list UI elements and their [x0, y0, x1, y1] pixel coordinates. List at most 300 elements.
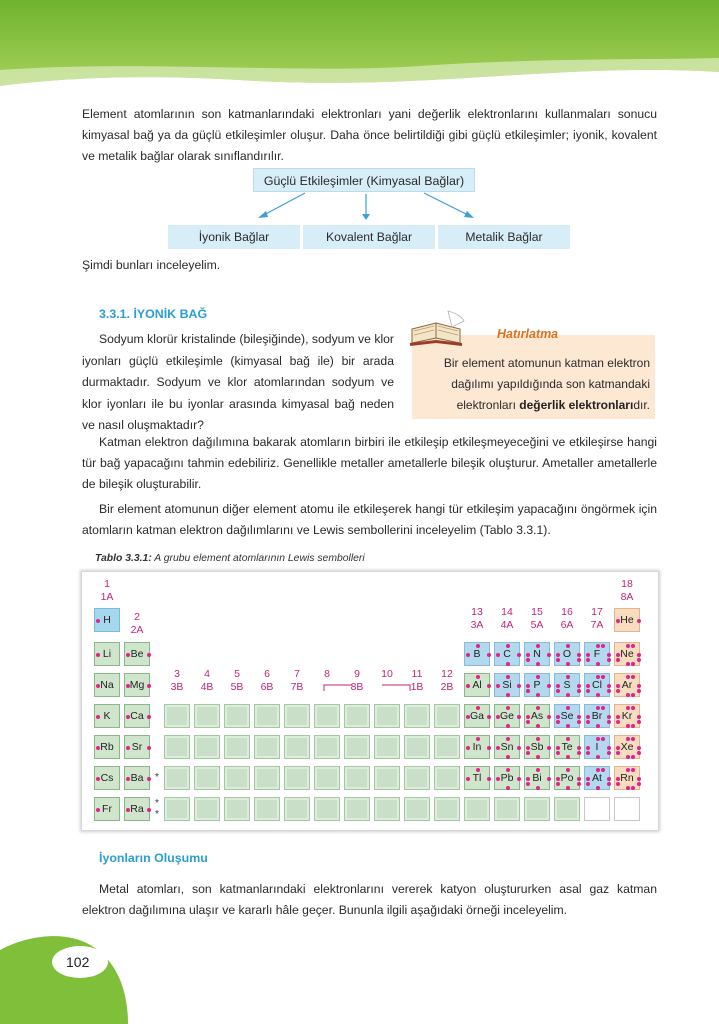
- valence-electron-dot: [631, 675, 635, 679]
- element-sr: [124, 735, 150, 759]
- valence-electron-dot: [556, 689, 560, 693]
- valence-electron-dot: [506, 786, 510, 790]
- valence-electron-dot: [547, 715, 551, 719]
- element-b: [464, 642, 490, 666]
- valence-electron-dot: [607, 658, 611, 662]
- valence-electron-dot: [596, 786, 600, 790]
- element-symbol: Mg: [129, 679, 145, 691]
- transition-metal-cell: [374, 766, 400, 790]
- valence-electron-dot: [487, 684, 491, 688]
- empty-cell: [614, 797, 640, 821]
- element-symbol: Tl: [472, 772, 482, 784]
- valence-electron-dot: [626, 662, 630, 666]
- group-number: 2: [134, 611, 140, 623]
- section-paragraph: Sodyum klorür kristalinde (bileşiğinde), sodyum ve klor iyonları güçlü etkileşimle (kimyasal bağ ile) bir arada durmaktadır. Sodyum ve klor atomlarından sodyum ve klor iyonları ile bu iyonlar arasında kimyasal bağ neden ve nasıl oluşmaktadır?: [82, 332, 394, 432]
- element-symbol: S: [563, 679, 571, 691]
- element-p: [524, 673, 550, 697]
- footer-decoration: [0, 930, 140, 1024]
- actinide-star: *: [155, 798, 159, 809]
- valence-electron-dot: [586, 751, 590, 755]
- valence-electron-dot: [631, 693, 635, 697]
- group-number: 17: [591, 606, 603, 618]
- element-symbol: In: [472, 741, 482, 753]
- element-ne: [614, 642, 640, 666]
- valence-electron-dot: [476, 768, 480, 772]
- element-symbol: Bi: [532, 772, 542, 784]
- transition-metal-cell: [374, 735, 400, 759]
- valence-electron-dot: [566, 644, 570, 648]
- page-number: 102: [66, 954, 90, 970]
- element-fr: [94, 797, 120, 821]
- group-number: 9: [354, 668, 360, 680]
- valence-electron-dot: [506, 675, 510, 679]
- element-xe: [614, 735, 640, 759]
- valence-electron-dot: [126, 777, 130, 781]
- period-7-cell: [554, 797, 580, 821]
- valence-electron-dot: [526, 782, 530, 786]
- element-rb: [94, 735, 120, 759]
- valence-electron-dot: [536, 724, 540, 728]
- valence-electron-dot: [577, 720, 581, 724]
- lanthanide-star: *: [155, 772, 159, 783]
- valence-electron-dot: [626, 644, 630, 648]
- group-sublabel: 6A: [560, 619, 574, 631]
- element-tl: [464, 766, 490, 790]
- group-number: 7: [294, 668, 300, 680]
- element-symbol: As: [530, 710, 544, 722]
- group-number: 11: [411, 668, 423, 680]
- element-symbol: Te: [561, 741, 573, 753]
- intro-paragraph: Element atomlarının son katmanlarındaki elektronları yani değerlik elektronlarını kullanmaları sonucu kimyasal bağ ya da güçlü etkileşimler oluşur. Daha önce belirtildiği gibi güçlü etkileşimler; iyonik, kovalent ve metalik bağlar olarak sınıflandırılır.: [82, 107, 657, 163]
- transition-metal-cell: [164, 735, 190, 759]
- valence-electron-dot: [596, 768, 600, 772]
- valence-electron-dot: [526, 751, 530, 755]
- valence-electron-dot: [96, 808, 100, 812]
- valence-electron-dot: [586, 777, 590, 781]
- valence-electron-dot: [517, 746, 521, 750]
- element-symbol: Cs: [100, 772, 114, 784]
- valence-electron-dot: [466, 777, 470, 781]
- valence-electron-dot: [626, 724, 630, 728]
- valence-electron-dot: [607, 684, 611, 688]
- valence-electron-dot: [487, 653, 491, 657]
- valence-electron-dot: [566, 706, 570, 710]
- valence-electron-dot: [536, 675, 540, 679]
- valence-electron-dot: [536, 786, 540, 790]
- valence-electron-dot: [526, 746, 530, 750]
- valence-electron-dot: [556, 782, 560, 786]
- valence-electron-dot: [616, 715, 620, 719]
- element-symbol: Fr: [102, 803, 112, 815]
- group-number: 16: [561, 606, 573, 618]
- valence-electron-dot: [556, 658, 560, 662]
- valence-electron-dot: [626, 786, 630, 790]
- element-sn: [494, 735, 520, 759]
- element-symbol: Li: [102, 648, 112, 660]
- valence-electron-dot: [496, 715, 500, 719]
- element-symbol: Ca: [130, 710, 144, 722]
- valence-electron-dot: [536, 662, 540, 666]
- group-sublabel: 4A: [500, 619, 514, 631]
- transition-metal-cell: [164, 766, 190, 790]
- period-7-cell: [494, 797, 520, 821]
- element-pb: [494, 766, 520, 790]
- open-book-icon: [408, 307, 468, 349]
- valence-electron-dot: [596, 737, 600, 741]
- valence-electron-dot: [566, 675, 570, 679]
- transition-metal-cell: [194, 766, 220, 790]
- group-sublabel: 7A: [590, 619, 604, 631]
- valence-electron-dot: [607, 720, 611, 724]
- valence-electron-dot: [566, 786, 570, 790]
- element-ga: [464, 704, 490, 728]
- period-7-cell: [464, 797, 490, 821]
- group-number: 6: [264, 668, 270, 680]
- valence-electron-dot: [526, 715, 530, 719]
- valence-electron-dot: [616, 619, 620, 623]
- valence-electron-dot: [476, 675, 480, 679]
- group-sublabel: 1A: [100, 591, 114, 603]
- valence-electron-dot: [566, 755, 570, 759]
- valence-electron-dot: [496, 746, 500, 750]
- element-he: [614, 608, 640, 632]
- element-symbol: O: [562, 648, 572, 660]
- periodic-table: [82, 572, 658, 830]
- transition-metal-cell: [314, 797, 340, 821]
- valence-electron-dot: [626, 768, 630, 772]
- transition-metal-cell: [404, 735, 430, 759]
- valence-electron-dot: [487, 715, 491, 719]
- valence-electron-dot: [626, 675, 630, 679]
- valence-electron-dot: [607, 653, 611, 657]
- group-number: 14: [501, 606, 513, 618]
- valence-electron-dot: [466, 653, 470, 657]
- valence-electron-dot: [147, 777, 151, 781]
- paragraph-4: Metal atomları, son katmanlarındaki elektronlarını vererek katyon oluştururken asal gaz katman elektron dağılımına ulaşır ve kararlı hâle geçer. Bununla ilgili aşağıdaki örneği inceleyelim.: [82, 882, 657, 917]
- valence-electron-dot: [487, 777, 491, 781]
- valence-electron-dot: [506, 693, 510, 697]
- period-7-cell: [524, 797, 550, 821]
- valence-electron-dot: [631, 737, 635, 741]
- element-o: [554, 642, 580, 666]
- group-number: 12: [441, 668, 453, 680]
- valence-electron-dot: [96, 777, 100, 781]
- valence-electron-dot: [96, 746, 100, 750]
- valence-electron-dot: [147, 746, 151, 750]
- element-as: [524, 704, 550, 728]
- element-symbol: P: [533, 679, 541, 691]
- valence-electron-dot: [596, 644, 600, 648]
- element-mg: [124, 673, 150, 697]
- element-li: [94, 642, 120, 666]
- transition-metal-cell: [224, 797, 250, 821]
- element-symbol: B: [473, 648, 481, 660]
- after-diagram-text: Şimdi bunları inceleyelim.: [82, 258, 221, 272]
- valence-electron-dot: [586, 720, 590, 724]
- valence-electron-dot: [637, 684, 641, 688]
- element-cs: [94, 766, 120, 790]
- group-number: 5: [234, 668, 240, 680]
- transition-metal-cell: [224, 735, 250, 759]
- valence-electron-dot: [601, 675, 605, 679]
- valence-electron-dot: [626, 737, 630, 741]
- valence-electron-dot: [637, 720, 641, 724]
- element-s: [554, 673, 580, 697]
- element-cl: [584, 673, 610, 697]
- element-at: [584, 766, 610, 790]
- valence-electron-dot: [506, 706, 510, 710]
- transition-metal-cell: [404, 766, 430, 790]
- element-symbol: Ar: [621, 679, 633, 691]
- valence-electron-dot: [577, 684, 581, 688]
- valence-electron-dot: [466, 746, 470, 750]
- group-sublabel: 3B: [170, 681, 184, 693]
- ions-formation-heading: İyonların Oluşumu: [99, 851, 208, 865]
- valence-electron-dot: [496, 653, 500, 657]
- valence-electron-dot: [506, 724, 510, 728]
- valence-electron-dot: [466, 684, 470, 688]
- transition-metal-cell: [434, 704, 460, 728]
- element-bi: [524, 766, 550, 790]
- valence-electron-dot: [586, 653, 590, 657]
- valence-electron-dot: [476, 737, 480, 741]
- valence-electron-dot: [536, 737, 540, 741]
- valence-electron-dot: [566, 724, 570, 728]
- valence-electron-dot: [607, 782, 611, 786]
- valence-electron-dot: [536, 693, 540, 697]
- valence-electron-dot: [586, 684, 590, 688]
- valence-electron-dot: [601, 706, 605, 710]
- element-symbol: C: [503, 648, 511, 660]
- transition-metal-cell: [284, 735, 310, 759]
- valence-electron-dot: [547, 684, 551, 688]
- valence-electron-dot: [637, 689, 641, 693]
- valence-electron-dot: [526, 653, 530, 657]
- valence-electron-dot: [637, 715, 641, 719]
- reminder-text: Bir element atomunun katman elektron dağılımı yapıldığında son katmandaki elektronları değerlik elektronlarıdır.: [443, 356, 650, 412]
- valence-electron-dot: [616, 746, 620, 750]
- group-label-12: [428, 668, 466, 694]
- valence-electron-dot: [476, 644, 480, 648]
- element-h: [94, 608, 120, 632]
- group-sublabel: 4B: [200, 681, 214, 693]
- reminder-title: Hatırlatma: [497, 327, 559, 341]
- transition-metal-cell: [314, 704, 340, 728]
- valence-electron-dot: [96, 684, 100, 688]
- transition-metal-cell: [284, 797, 310, 821]
- valence-electron-dot: [637, 653, 641, 657]
- transition-metal-cell: [194, 704, 220, 728]
- section-heading: 3.3.1. İYONİK BAĞ: [99, 307, 208, 321]
- element-ra: [124, 797, 150, 821]
- element-symbol: Xe: [620, 741, 634, 753]
- group-number: 15: [531, 606, 543, 618]
- valence-electron-dot: [147, 653, 151, 657]
- group-8b-bracket: [322, 682, 412, 694]
- transition-metal-cell: [434, 735, 460, 759]
- group-sublabel: 5A: [530, 619, 544, 631]
- element-symbol: I: [595, 741, 599, 753]
- valence-electron-dot: [556, 751, 560, 755]
- element-symbol: Po: [560, 772, 574, 784]
- valence-electron-dot: [96, 653, 100, 657]
- group-sublabel: 8A: [620, 591, 634, 603]
- group-label-1: [88, 578, 126, 604]
- valence-electron-dot: [616, 684, 620, 688]
- group-sublabel: 2B: [440, 681, 454, 693]
- valence-electron-dot: [607, 715, 611, 719]
- valence-electron-dot: [126, 684, 130, 688]
- group-sublabel: 1B: [410, 681, 424, 693]
- element-in: [464, 735, 490, 759]
- table-caption: Tablo 3.3.1: A grubu element atomlarının Lewis sembolleri: [95, 553, 365, 564]
- valence-electron-dot: [601, 737, 605, 741]
- element-f: [584, 642, 610, 666]
- valence-electron-dot: [631, 706, 635, 710]
- element-ge: [494, 704, 520, 728]
- valence-electron-dot: [596, 724, 600, 728]
- element-symbol: Ne: [620, 648, 634, 660]
- valence-electron-dot: [616, 689, 620, 693]
- transition-metal-cell: [254, 766, 280, 790]
- valence-electron-dot: [577, 746, 581, 750]
- transition-metal-cell: [164, 704, 190, 728]
- transition-metal-cell: [164, 797, 190, 821]
- valence-electron-dot: [607, 689, 611, 693]
- group-number: 3: [174, 668, 180, 680]
- element-ar: [614, 673, 640, 697]
- group-label-2: [118, 611, 156, 637]
- valence-electron-dot: [616, 782, 620, 786]
- element-symbol: K: [103, 710, 111, 722]
- valence-electron-dot: [596, 693, 600, 697]
- element-symbol: Al: [472, 679, 482, 691]
- group-number: 1: [104, 578, 110, 590]
- valence-electron-dot: [566, 737, 570, 741]
- transition-metal-cell: [254, 797, 280, 821]
- valence-electron-dot: [607, 751, 611, 755]
- valence-electron-dot: [556, 777, 560, 781]
- valence-electron-dot: [96, 619, 100, 623]
- valence-electron-dot: [626, 693, 630, 697]
- element-symbol: He: [620, 614, 634, 626]
- valence-electron-dot: [517, 653, 521, 657]
- valence-electron-dot: [506, 755, 510, 759]
- valence-electron-dot: [466, 715, 470, 719]
- transition-metal-cell: [284, 766, 310, 790]
- valence-electron-dot: [126, 653, 130, 657]
- valence-electron-dot: [526, 658, 530, 662]
- element-k: [94, 704, 120, 728]
- element-symbol: Sb: [530, 741, 544, 753]
- valence-electron-dot: [517, 684, 521, 688]
- valence-electron-dot: [596, 662, 600, 666]
- paragraph-2: Katman elektron dağılımına bakarak atomların birbiri ile etkileşip etkileşmeyeceğini ve etkileşirse hangi tür bağ yapacağını tahmin edebiliriz. Genellikle metaller ametallerle bileşik oluşturur. Ametaller ametallerle de bileşik oluşturabilir.: [82, 435, 657, 491]
- valence-electron-dot: [506, 644, 510, 648]
- element-symbol: Rb: [100, 741, 114, 753]
- valence-electron-dot: [631, 768, 635, 772]
- valence-electron-dot: [616, 720, 620, 724]
- element-symbol: N: [533, 648, 541, 660]
- valence-electron-dot: [616, 751, 620, 755]
- element-symbol: Se: [560, 710, 574, 722]
- valence-electron-dot: [601, 644, 605, 648]
- valence-electron-dot: [577, 777, 581, 781]
- transition-metal-cell: [254, 735, 280, 759]
- valence-electron-dot: [616, 653, 620, 657]
- valence-electron-dot: [601, 768, 605, 772]
- valence-electron-dot: [586, 658, 590, 662]
- group-sublabel: 8B: [350, 681, 364, 693]
- valence-electron-dot: [476, 706, 480, 710]
- valence-electron-dot: [517, 715, 521, 719]
- metallic-bonds-box: Metalik Bağlar: [438, 225, 570, 249]
- valence-electron-dot: [547, 777, 551, 781]
- element-symbol: Ga: [469, 710, 484, 722]
- valence-electron-dot: [566, 662, 570, 666]
- group-sublabel: 2A: [130, 624, 144, 636]
- element-na: [94, 673, 120, 697]
- valence-electron-dot: [566, 693, 570, 697]
- transition-metal-cell: [344, 797, 370, 821]
- element-symbol: Cl: [592, 679, 602, 691]
- valence-electron-dot: [596, 675, 600, 679]
- valence-electron-dot: [637, 782, 641, 786]
- group-sublabel: 3A: [470, 619, 484, 631]
- valence-electron-dot: [577, 689, 581, 693]
- element-al: [464, 673, 490, 697]
- transition-metal-cell: [374, 797, 400, 821]
- element-symbol: Sn: [500, 741, 514, 753]
- strong-interactions-box: Güçlü Etkileşimler (Kimyasal Bağlar): [253, 168, 475, 192]
- group-number: 4: [204, 668, 210, 680]
- transition-metal-cell: [284, 704, 310, 728]
- transition-metal-cell: [404, 797, 430, 821]
- valence-electron-dot: [556, 715, 560, 719]
- valence-electron-dot: [616, 658, 620, 662]
- element-kr: [614, 704, 640, 728]
- valence-electron-dot: [526, 689, 530, 693]
- valence-electron-dot: [547, 746, 551, 750]
- valence-electron-dot: [556, 720, 560, 724]
- group-number: 18: [621, 578, 633, 590]
- element-n: [524, 642, 550, 666]
- valence-electron-dot: [526, 777, 530, 781]
- element-symbol: Kr: [621, 710, 633, 722]
- valence-electron-dot: [147, 808, 151, 812]
- valence-electron-dot: [631, 662, 635, 666]
- valence-electron-dot: [506, 768, 510, 772]
- valence-electron-dot: [506, 737, 510, 741]
- element-symbol: Pb: [500, 772, 514, 784]
- element-si: [494, 673, 520, 697]
- valence-electron-dot: [577, 715, 581, 719]
- valence-electron-dot: [586, 689, 590, 693]
- element-c: [494, 642, 520, 666]
- valence-electron-dot: [547, 653, 551, 657]
- element-symbol: Sr: [131, 741, 143, 753]
- transition-metal-cell: [194, 797, 220, 821]
- group-sublabel: 5B: [230, 681, 244, 693]
- valence-electron-dot: [556, 746, 560, 750]
- transition-metal-cell: [404, 704, 430, 728]
- element-symbol: At: [592, 772, 602, 784]
- valence-electron-dot: [596, 755, 600, 759]
- element-symbol: F: [593, 648, 601, 660]
- valence-electron-dot: [556, 653, 560, 657]
- group-sublabel: 7B: [290, 681, 304, 693]
- valence-electron-dot: [637, 746, 641, 750]
